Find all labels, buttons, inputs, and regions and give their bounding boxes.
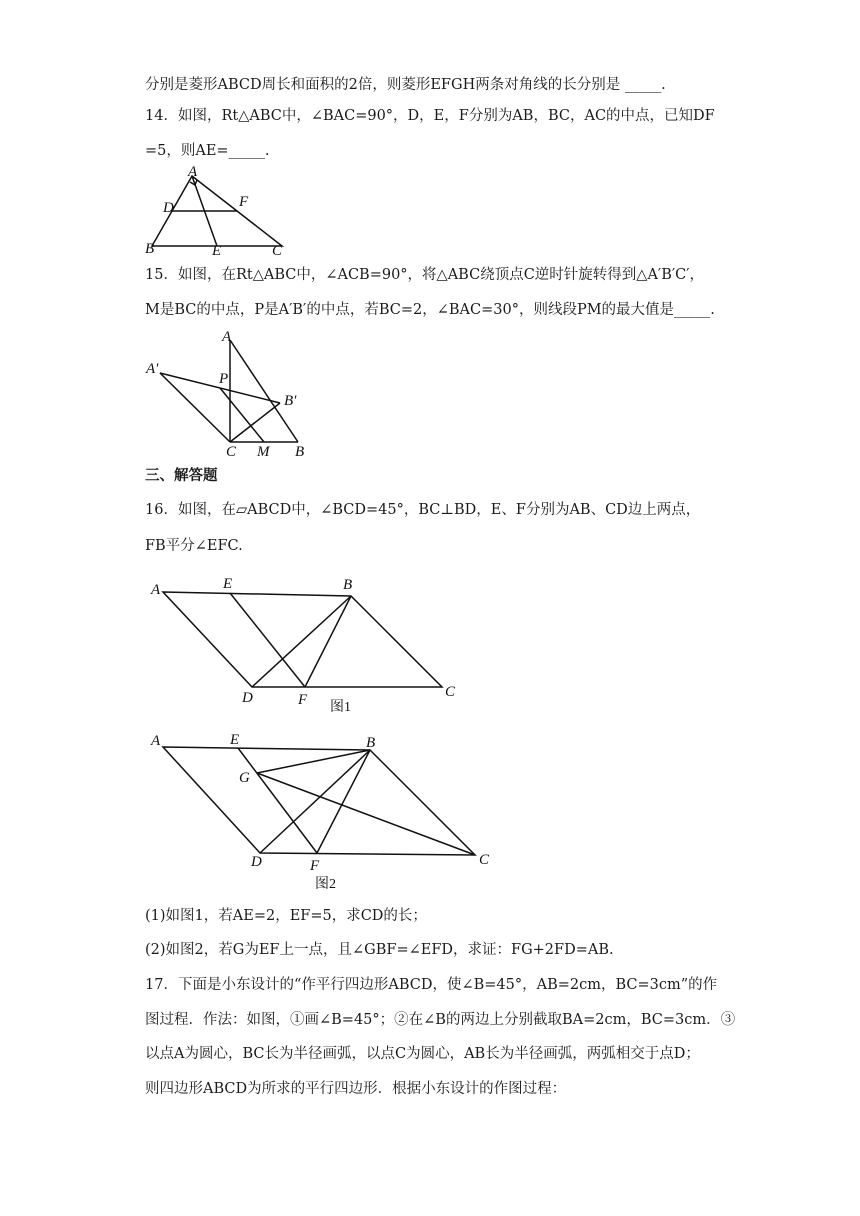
parallelogram-abcd — [163, 592, 442, 687]
label-b: B — [295, 444, 305, 460]
label-d: D — [163, 200, 174, 216]
label-e: E — [223, 576, 233, 592]
problem-16-part-2: (2)如图2，若G为EF上一点，且∠GBF=∠EFD，求证：FG+2FD=AB. — [145, 942, 614, 958]
label-b: B — [343, 577, 353, 593]
segment-gc — [257, 773, 475, 855]
problem-14-line-2: =5，则AE=_____. — [145, 143, 270, 159]
problem-17-line-4: 则四边形ABCD为所求的平行四边形．根据小东设计的作图过程： — [145, 1081, 567, 1097]
figure-16-2 — [145, 728, 505, 893]
label-c: C — [272, 243, 283, 259]
label-d: D — [251, 854, 262, 870]
problem-17-line-1: 17．下面是小东设计的“作平行四边形ABCD，使∠B=45°，AB=2cm，BC=3cm”的作 — [145, 977, 718, 993]
label-f: F — [239, 194, 249, 210]
section-heading: 三、解答题 — [145, 467, 218, 484]
label-b-prime: B′ — [284, 393, 297, 409]
label-a: A — [151, 582, 161, 598]
label-a: A — [222, 329, 232, 345]
label-g: G — [239, 770, 250, 786]
label-m: M — [257, 444, 270, 460]
label-e: E — [230, 732, 240, 748]
label-p: P — [219, 371, 229, 387]
figure-caption-2: 图2 — [315, 877, 336, 892]
label-f: F — [310, 858, 320, 874]
label-f: F — [298, 692, 308, 708]
problem-16-line-2: FB平分∠EFC. — [145, 538, 243, 554]
segment-ab — [230, 340, 298, 442]
figure-caption-1: 图1 — [330, 700, 351, 715]
label-d: D — [242, 690, 253, 706]
segment-pm — [220, 388, 264, 442]
problem-17-line-2: 图过程．作法：如图，①画∠B=45°；②在∠B的两边上分别截取BA=2cm，BC=3cm．③ — [145, 1012, 736, 1028]
segment-bf — [305, 596, 351, 687]
problem-15-line-2: M是BC的中点，P是A′B′的中点，若BC=2，∠BAC=30°，则线段PM的最大值是_____. — [145, 302, 715, 318]
label-b: B — [145, 241, 155, 257]
problem-14-line-1: 14．如图，Rt△ABC中，∠BAC=90°，D，E，F分别为AB，BC，AC的中点，已知DF — [145, 108, 715, 124]
label-a: A — [151, 733, 161, 749]
problem-16-line-1: 16．如图，在▱ABCD中，∠BCD=45°，BC⊥BD，E、F分别为AB、CD边上两点， — [145, 502, 701, 518]
figure-14 — [140, 160, 300, 260]
segment-gb — [257, 750, 370, 773]
segment-bd — [260, 750, 370, 853]
parallelogram-abcd — [163, 747, 475, 855]
label-e: E — [212, 243, 222, 259]
text-line-1: 分别是菱形ABCD周长和面积的2倍，则菱形EFGH两条对角线的长分别是 _____. — [145, 77, 666, 93]
segment-bf — [317, 750, 370, 853]
figure-15 — [140, 325, 320, 460]
problem-15-line-1: 15．如图，在Rt△ABC中，∠ACB=90°，将△ABC绕顶点C逆时针旋转得到△A′B′C′， — [145, 267, 705, 283]
label-b: B — [366, 735, 376, 751]
label-a: A — [188, 164, 198, 180]
problem-16-part-1: (1)如图1，若AE=2，EF=5，求CD的长； — [145, 908, 427, 924]
problem-17-line-3: 以点A为圆心，BC长为半径画弧，以点C为圆心，AB长为半径画弧，两弧相交于点D； — [145, 1046, 700, 1062]
label-c: C — [226, 444, 237, 460]
figure-16-1 — [145, 570, 475, 720]
label-a-prime: A′ — [146, 361, 159, 377]
label-c: C — [479, 852, 490, 868]
label-c: C — [445, 684, 456, 700]
segment-bd — [252, 596, 351, 687]
